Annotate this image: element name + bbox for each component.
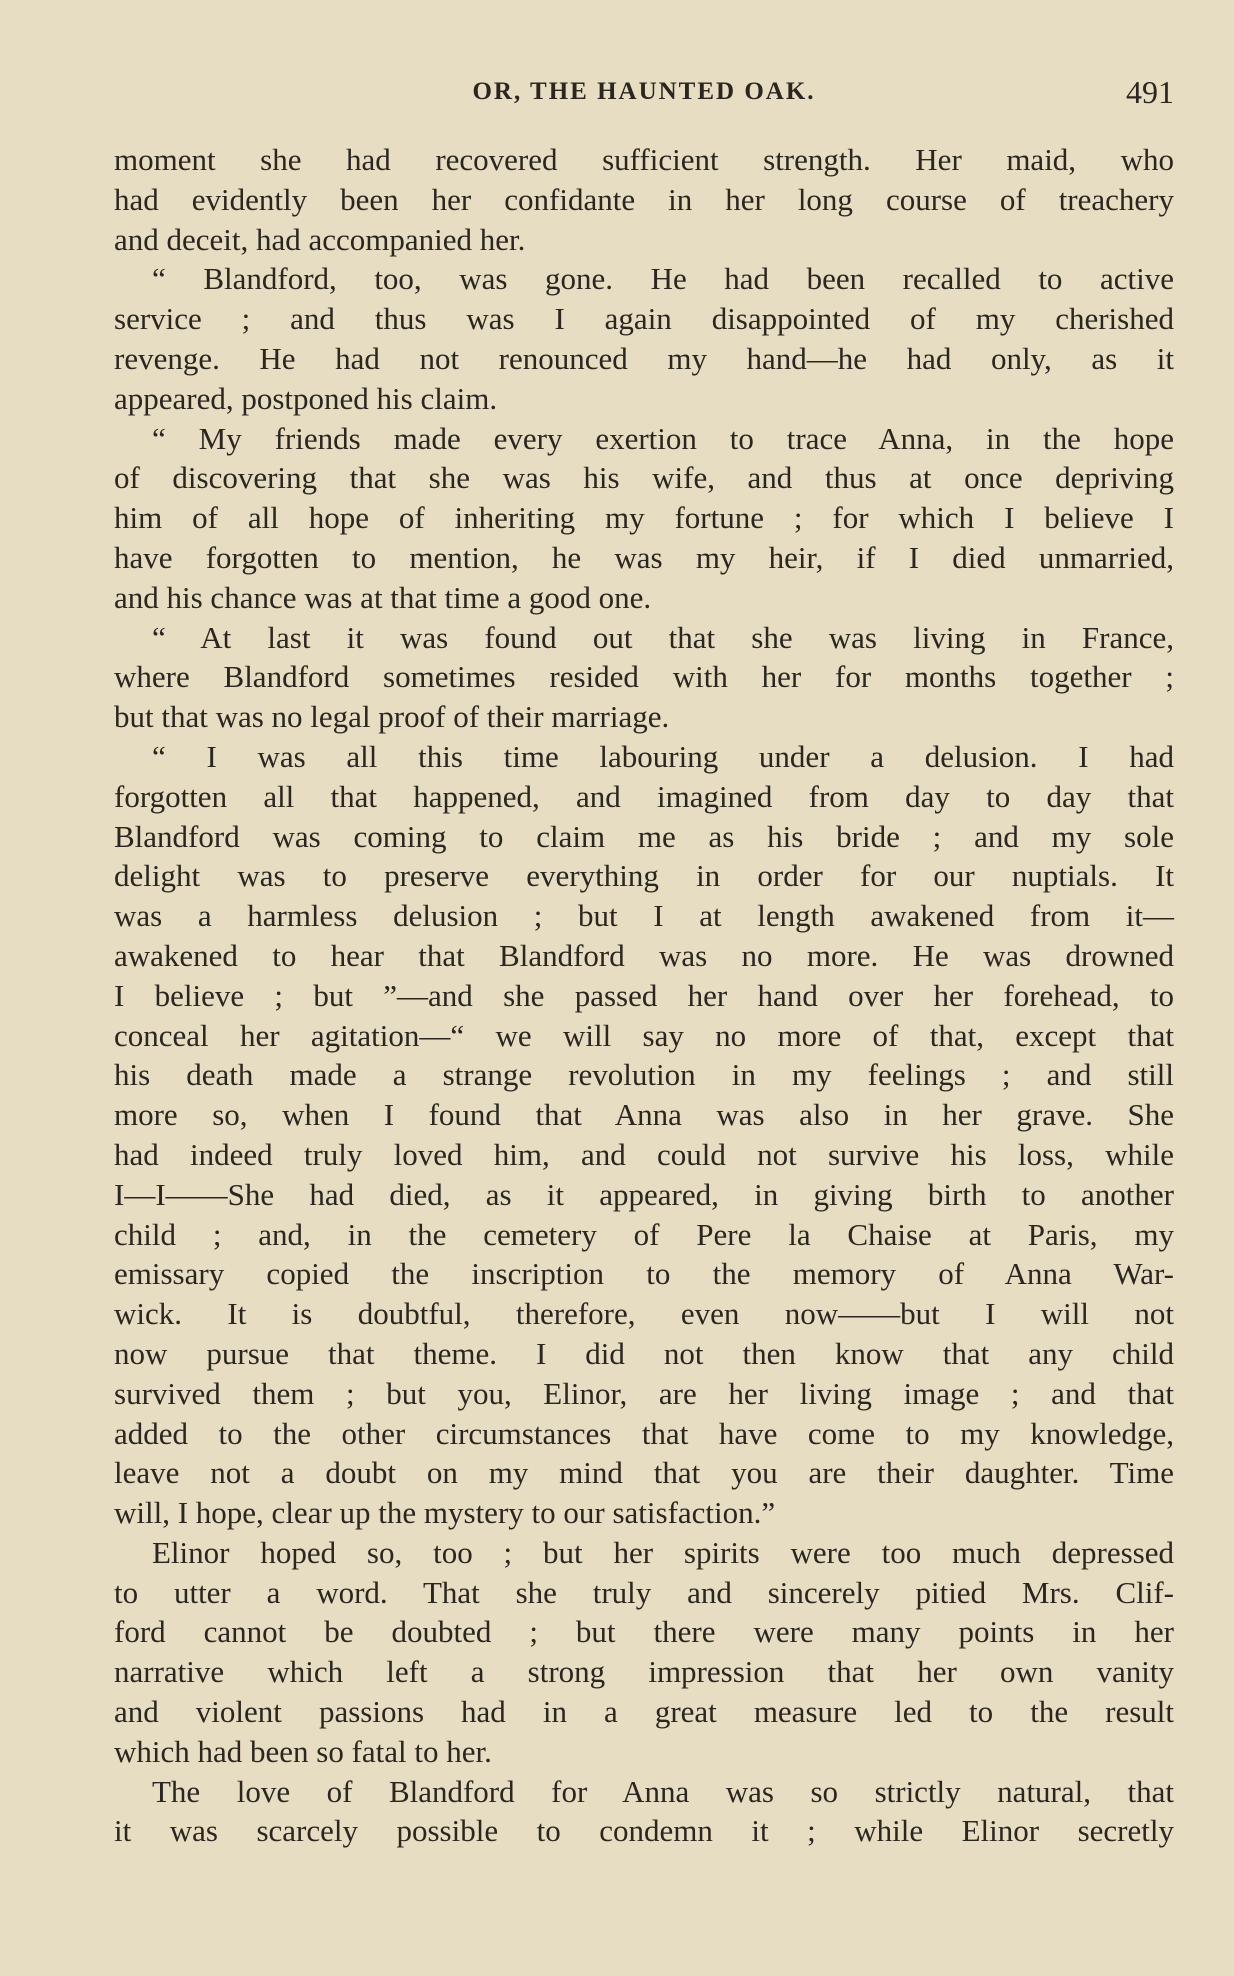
text-line: The love of Blandford for Anna was so strictly natural, that	[152, 1773, 1174, 1809]
text-line: had indeed truly loved him, and could not survive his loss, while	[114, 1136, 1174, 1172]
text-line: have forgotten to mention, he was my heir, if I died unmarried,	[114, 539, 1174, 575]
text-line: revenge. He had not renounced my hand—he had only, as it	[114, 340, 1174, 376]
text-line: of discovering that she was his wife, and thus at once depriving	[114, 460, 1174, 496]
text-line: forgotten all that happened, and imagined from day to day that	[114, 778, 1174, 814]
text-line: I believe ; but ”—and she passed her hand over her forehead, to	[114, 977, 1174, 1013]
text-line: leave not a doubt on my mind that you are their daughter. Time	[114, 1455, 1174, 1491]
page-number: 491	[1126, 74, 1174, 110]
text-line: “ Blandford, too, was gone. He had been recalled to active	[152, 261, 1174, 297]
text-line: narrative which left a strong impression that her own vanity	[114, 1654, 1174, 1690]
text-line: it was scarcely possible to condemn it ; while Elinor secretly	[114, 1813, 1174, 1849]
text-line: and deceit, had accompanied her.	[114, 221, 526, 257]
text-line: conceal her agitation—“ we will say no more of that, except that	[114, 1017, 1174, 1053]
text-line: his death made a strange revolution in my feelings ; and still	[114, 1057, 1174, 1093]
text-line: appeared, postponed his claim.	[114, 380, 498, 416]
text-line: more so, when I found that Anna was also in her grave. She	[114, 1097, 1174, 1133]
text-line: added to the other circumstances that have come to my knowledge,	[114, 1415, 1174, 1451]
text-line: to utter a word. That she truly and sincerely pitied Mrs. Clif-	[114, 1574, 1174, 1610]
text-line: service ; and thus was I again disappointed of my cherished	[114, 301, 1174, 337]
text-line: which had been so fatal to her.	[114, 1733, 492, 1769]
text-line: and violent passions had in a great measure led to the result	[114, 1694, 1174, 1730]
text-line: moment she had recovered sufficient strength. Her maid, who	[114, 142, 1174, 177]
page-header	[114, 74, 1174, 114]
text-line: emissary copied the inscription to the memory of Anna War-	[114, 1256, 1174, 1292]
text-line: will, I hope, clear up the mystery to our satisfaction.”	[114, 1495, 776, 1531]
text-line: had evidently been her confidante in her long course of treachery	[114, 181, 1174, 217]
text-line: ford cannot be doubted ; but there were many points in her	[114, 1614, 1174, 1650]
text-line: delight was to preserve everything in order for our nuptials. It	[114, 858, 1174, 894]
text-line: wick. It is doubtful, therefore, even now——but I will not	[114, 1296, 1174, 1332]
text-line: “ At last it was found out that she was living in France,	[152, 619, 1174, 655]
text-line: was a harmless delusion ; but I at length awakened from it—	[114, 898, 1174, 934]
running-head: OR, THE HAUNTED OAK.	[472, 78, 816, 105]
text-line: “ I was all this time labouring under a delusion. I had	[152, 738, 1174, 774]
text-line: Elinor hoped so, too ; but her spirits were too much depressed	[152, 1534, 1174, 1570]
text-line: Blandford was coming to claim me as his bride ; and my sole	[114, 818, 1174, 854]
text-line: awakened to hear that Blandford was no more. He was drowned	[114, 937, 1174, 973]
text-line: him of all hope of inheriting my fortune ; for which I believe I	[114, 500, 1174, 536]
text-line: now pursue that theme. I did not then know that any child	[114, 1335, 1174, 1371]
text-line: survived them ; but you, Elinor, are her living image ; and that	[114, 1375, 1174, 1411]
body-text	[114, 140, 1174, 1851]
text-line: I—I——She had died, as it appeared, in giving birth to another	[114, 1176, 1174, 1212]
text-line: and his chance was at that time a good one.	[114, 579, 652, 615]
text-line: “ My friends made every exertion to trace Anna, in the hope	[152, 420, 1174, 456]
text-line: but that was no legal proof of their marriage.	[114, 699, 670, 735]
text-line: child ; and, in the cemetery of Pere la Chaise at Paris, my	[114, 1216, 1174, 1252]
text-line: where Blandford sometimes resided with her for months together ;	[114, 659, 1174, 695]
